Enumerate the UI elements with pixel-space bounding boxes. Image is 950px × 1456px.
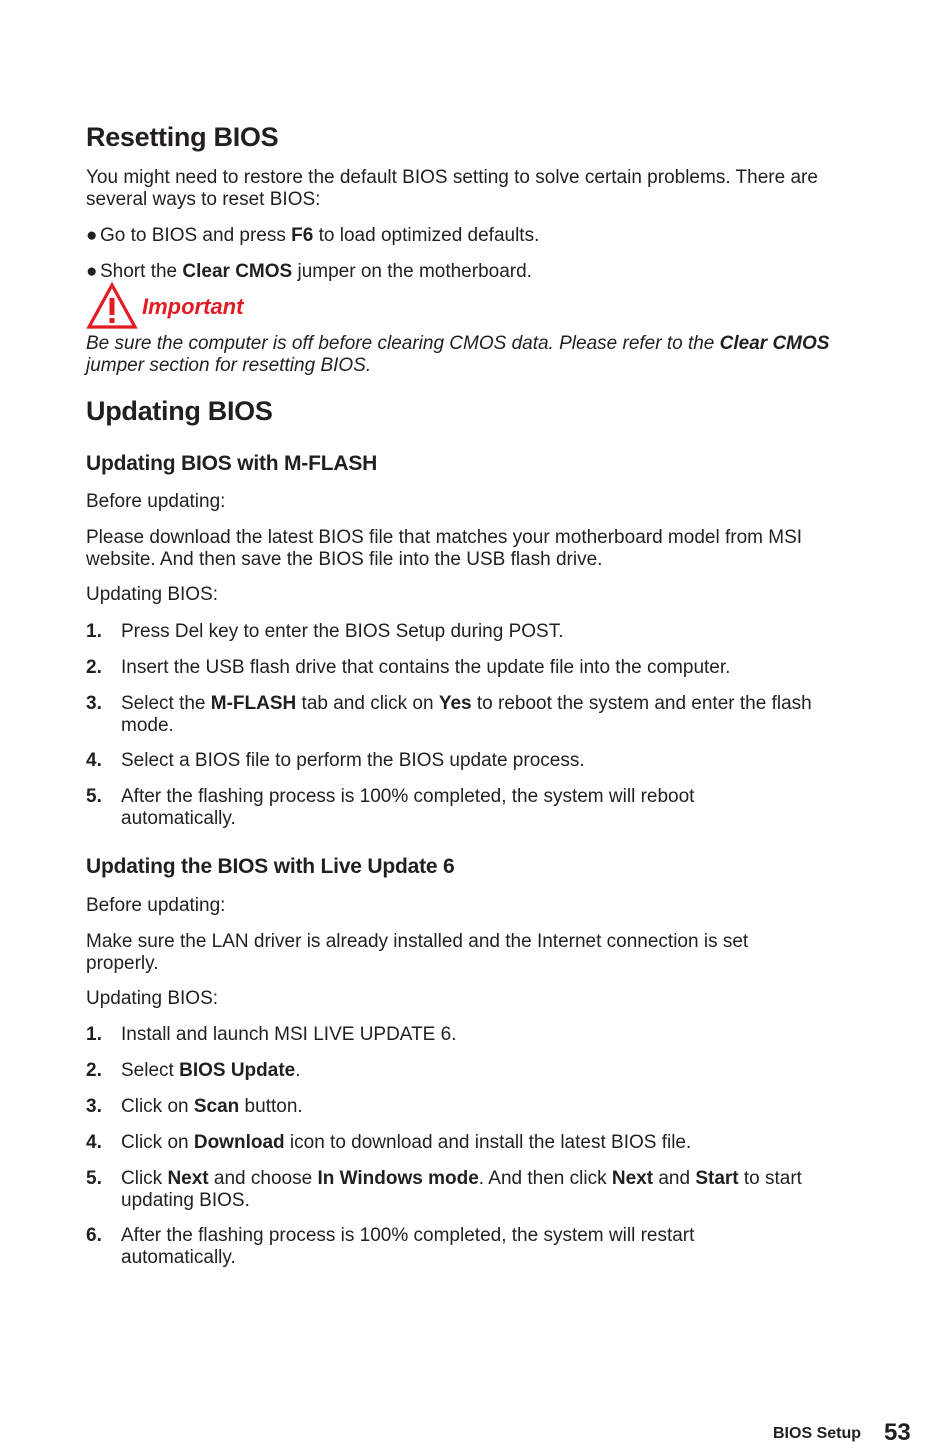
bullet-item: ● Short the Clear CMOS jumper on the motherboard.	[86, 261, 532, 282]
list-item: 4. Select a BIOS file to perform the BIOS update process.	[86, 750, 585, 771]
important-note: Be sure the computer is off before clearing CMOS data. Please refer to the Clear CMOS jumper section for resetting BIOS.	[86, 333, 830, 376]
list-item: 6. After the flashing process is 100% completed, the system will restart automatically.	[86, 1225, 695, 1268]
bullet-dot-icon: ●	[86, 225, 98, 246]
live-before-text: Make sure the LAN driver is already installed and the Internet connection is set properly.	[86, 931, 749, 974]
list-item: 2. Insert the USB flash drive that contains the update file into the computer.	[86, 657, 731, 678]
list-item: 1. Press Del key to enter the BIOS Setup during POST.	[86, 621, 564, 642]
important-label: Important	[142, 294, 244, 319]
live-before-label: Before updating:	[86, 895, 226, 916]
page-number: 53	[884, 1419, 911, 1446]
resetting-intro: You might need to restore the default BIOS setting to solve certain problems. There are several ways to reset BIOS:	[86, 167, 818, 210]
resetting-bios-heading: Resetting BIOS	[86, 122, 279, 152]
bullet-dot-icon: ●	[86, 261, 98, 282]
updating-bios-heading: Updating BIOS	[86, 396, 273, 426]
mflash-before-label: Before updating:	[86, 491, 226, 512]
list-item: 4. Click on Download icon to download and install the latest BIOS file.	[86, 1132, 692, 1153]
list-item: 1. Install and launch MSI LIVE UPDATE 6.	[86, 1024, 457, 1045]
warning-triangle-icon	[86, 282, 138, 330]
live-update-subheading: Updating the BIOS with Live Update 6	[86, 855, 455, 878]
live-updating-label: Updating BIOS:	[86, 988, 219, 1009]
list-item: 2. Select BIOS Update.	[86, 1060, 301, 1081]
list-item: 3. Click on Scan button.	[86, 1096, 303, 1117]
mflash-before-text: Please download the latest BIOS file that matches your motherboard model from MSI website. And then save the BIOS file into the USB flash drive.	[86, 527, 803, 570]
list-item: 3. Select the M-FLASH tab and click on Yes to reboot the system and enter the flash mode.	[86, 693, 812, 736]
bullet-item: ● Go to BIOS and press F6 to load optimized defaults.	[86, 225, 540, 246]
footer-section-label: BIOS Setup	[773, 1425, 862, 1442]
list-item: 5. After the flashing process is 100% completed, the system will reboot automatically.	[86, 786, 695, 829]
mflash-subheading: Updating BIOS with M-FLASH	[86, 452, 378, 475]
list-item: 5. Click Next and choose In Windows mode. And then click Next and Start to start updating BIOS.	[86, 1168, 802, 1211]
mflash-updating-label: Updating BIOS:	[86, 584, 219, 605]
